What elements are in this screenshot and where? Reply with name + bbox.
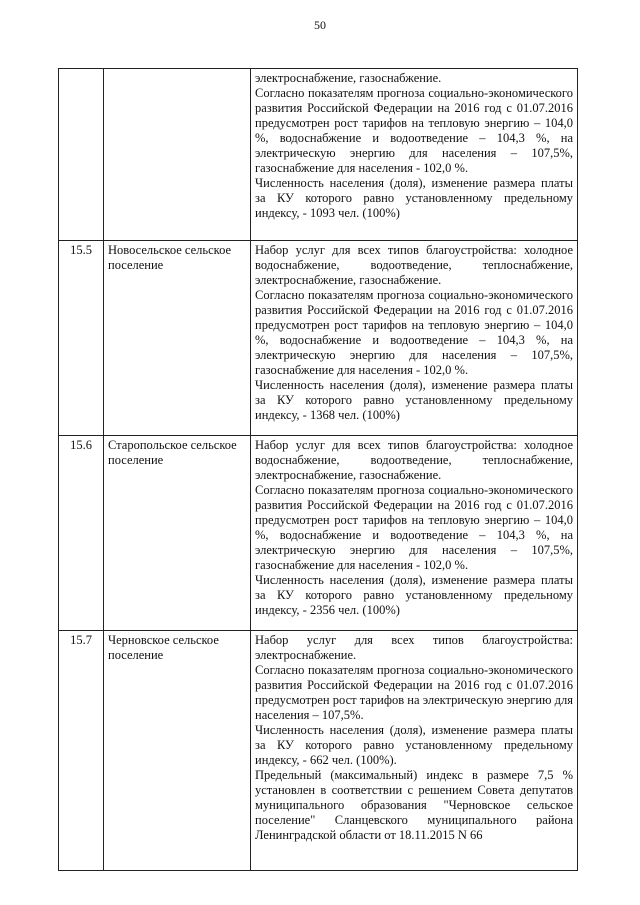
row-number: 15.7 — [59, 631, 104, 871]
description-paragraph: Набор услуг для всех типов благоустройства: холодное водоснабжение, водоотведение, теплоснабжение, электроснабжение, газоснабжение. — [255, 438, 573, 482]
row-number: 15.5 — [59, 241, 104, 436]
table-row — [59, 631, 578, 871]
description-paragraph: Согласно показателям прогноза социально-экономического развития Российской Федерации на 2016 год с 01.07.2016 предусмотрен рост тарифов на тепловую энергию – 104,0 %, водоснабжение и водоотведение – 104,3 %, на электрическую энергию для населения – 107,5%, газоснабжение для населения - 102,0 %. — [255, 483, 573, 572]
row-number — [59, 69, 104, 241]
description-paragraph: Численность населения (доля), изменение размера платы за КУ которого равно установленному предельному индексу, - 1093 чел. (100%) — [255, 176, 573, 220]
description-paragraph: Набор услуг для всех типов благоустройства: холодное водоснабжение, водоотведение, теплоснабжение, электроснабжение, газоснабжение. — [255, 243, 573, 287]
settlement-name: Новосельское сельское поселение — [104, 241, 251, 436]
description-paragraph: Согласно показателям прогноза социально-экономического развития Российской Федерации на 2016 год с 01.07.2016 предусмотрен рост тарифов на тепловую энергию – 104,0 %, водоснабжение и водоотведение – 104,3 %, на электрическую энергию для населения – 107,5%, газоснабжение для населения - 102,0 %. — [255, 288, 573, 377]
table-row — [59, 436, 578, 631]
settlement-name: Старопольское сельское поселение — [104, 436, 251, 631]
description-paragraph: Согласно показателям прогноза социально-экономического развития Российской Федерации на 2016 год с 01.07.2016 предусмотрен рост тарифов на электрическую энергию для населения – 107,5%. — [255, 663, 573, 722]
description-paragraph: Численность населения (доля), изменение размера платы за КУ которого равно установленному предельному индексу, - 662 чел. (100%). — [255, 723, 573, 767]
row-description — [251, 69, 578, 241]
row-description — [251, 241, 578, 436]
row-number: 15.6 — [59, 436, 104, 631]
description-paragraph: Предельный (максимальный) индекс в размере 7,5 % установлен в соответствии с решением Совета депутатов муниципального образования "Черновское сельское поселение" Сланцевского муниципального района Ленинградской области от 18.11.2015 N 66 — [255, 768, 573, 842]
description-paragraph: Численность населения (доля), изменение размера платы за КУ которого равно установленному предельному индексу, - 2356 чел. (100%) — [255, 573, 573, 617]
settlement-name — [104, 69, 251, 241]
row-description — [251, 436, 578, 631]
description-paragraph: электроснабжение, газоснабжение. — [255, 71, 442, 85]
tariff-table — [58, 68, 578, 871]
page-number: 50 — [314, 18, 326, 32]
description-paragraph: Численность населения (доля), изменение размера платы за КУ которого равно установленному предельному индексу, - 1368 чел. (100%) — [255, 378, 573, 422]
description-paragraph: Согласно показателям прогноза социально-экономического развития Российской Федерации на 2016 год с 01.07.2016 предусмотрен рост тарифов на тепловую энергию – 104,0 %, водоснабжение и водоотведение – 104,3 %, на электрическую энергию для населения – 107,5%, газоснабжение для населения - 102,0 %. — [255, 86, 573, 175]
table-row — [59, 69, 578, 241]
row-description — [251, 631, 578, 871]
settlement-name: Черновское сельское поселение — [104, 631, 251, 871]
table-row — [59, 241, 578, 436]
description-paragraph: Набор услуг для всех типов благоустройства: электроснабжение. — [255, 633, 573, 662]
